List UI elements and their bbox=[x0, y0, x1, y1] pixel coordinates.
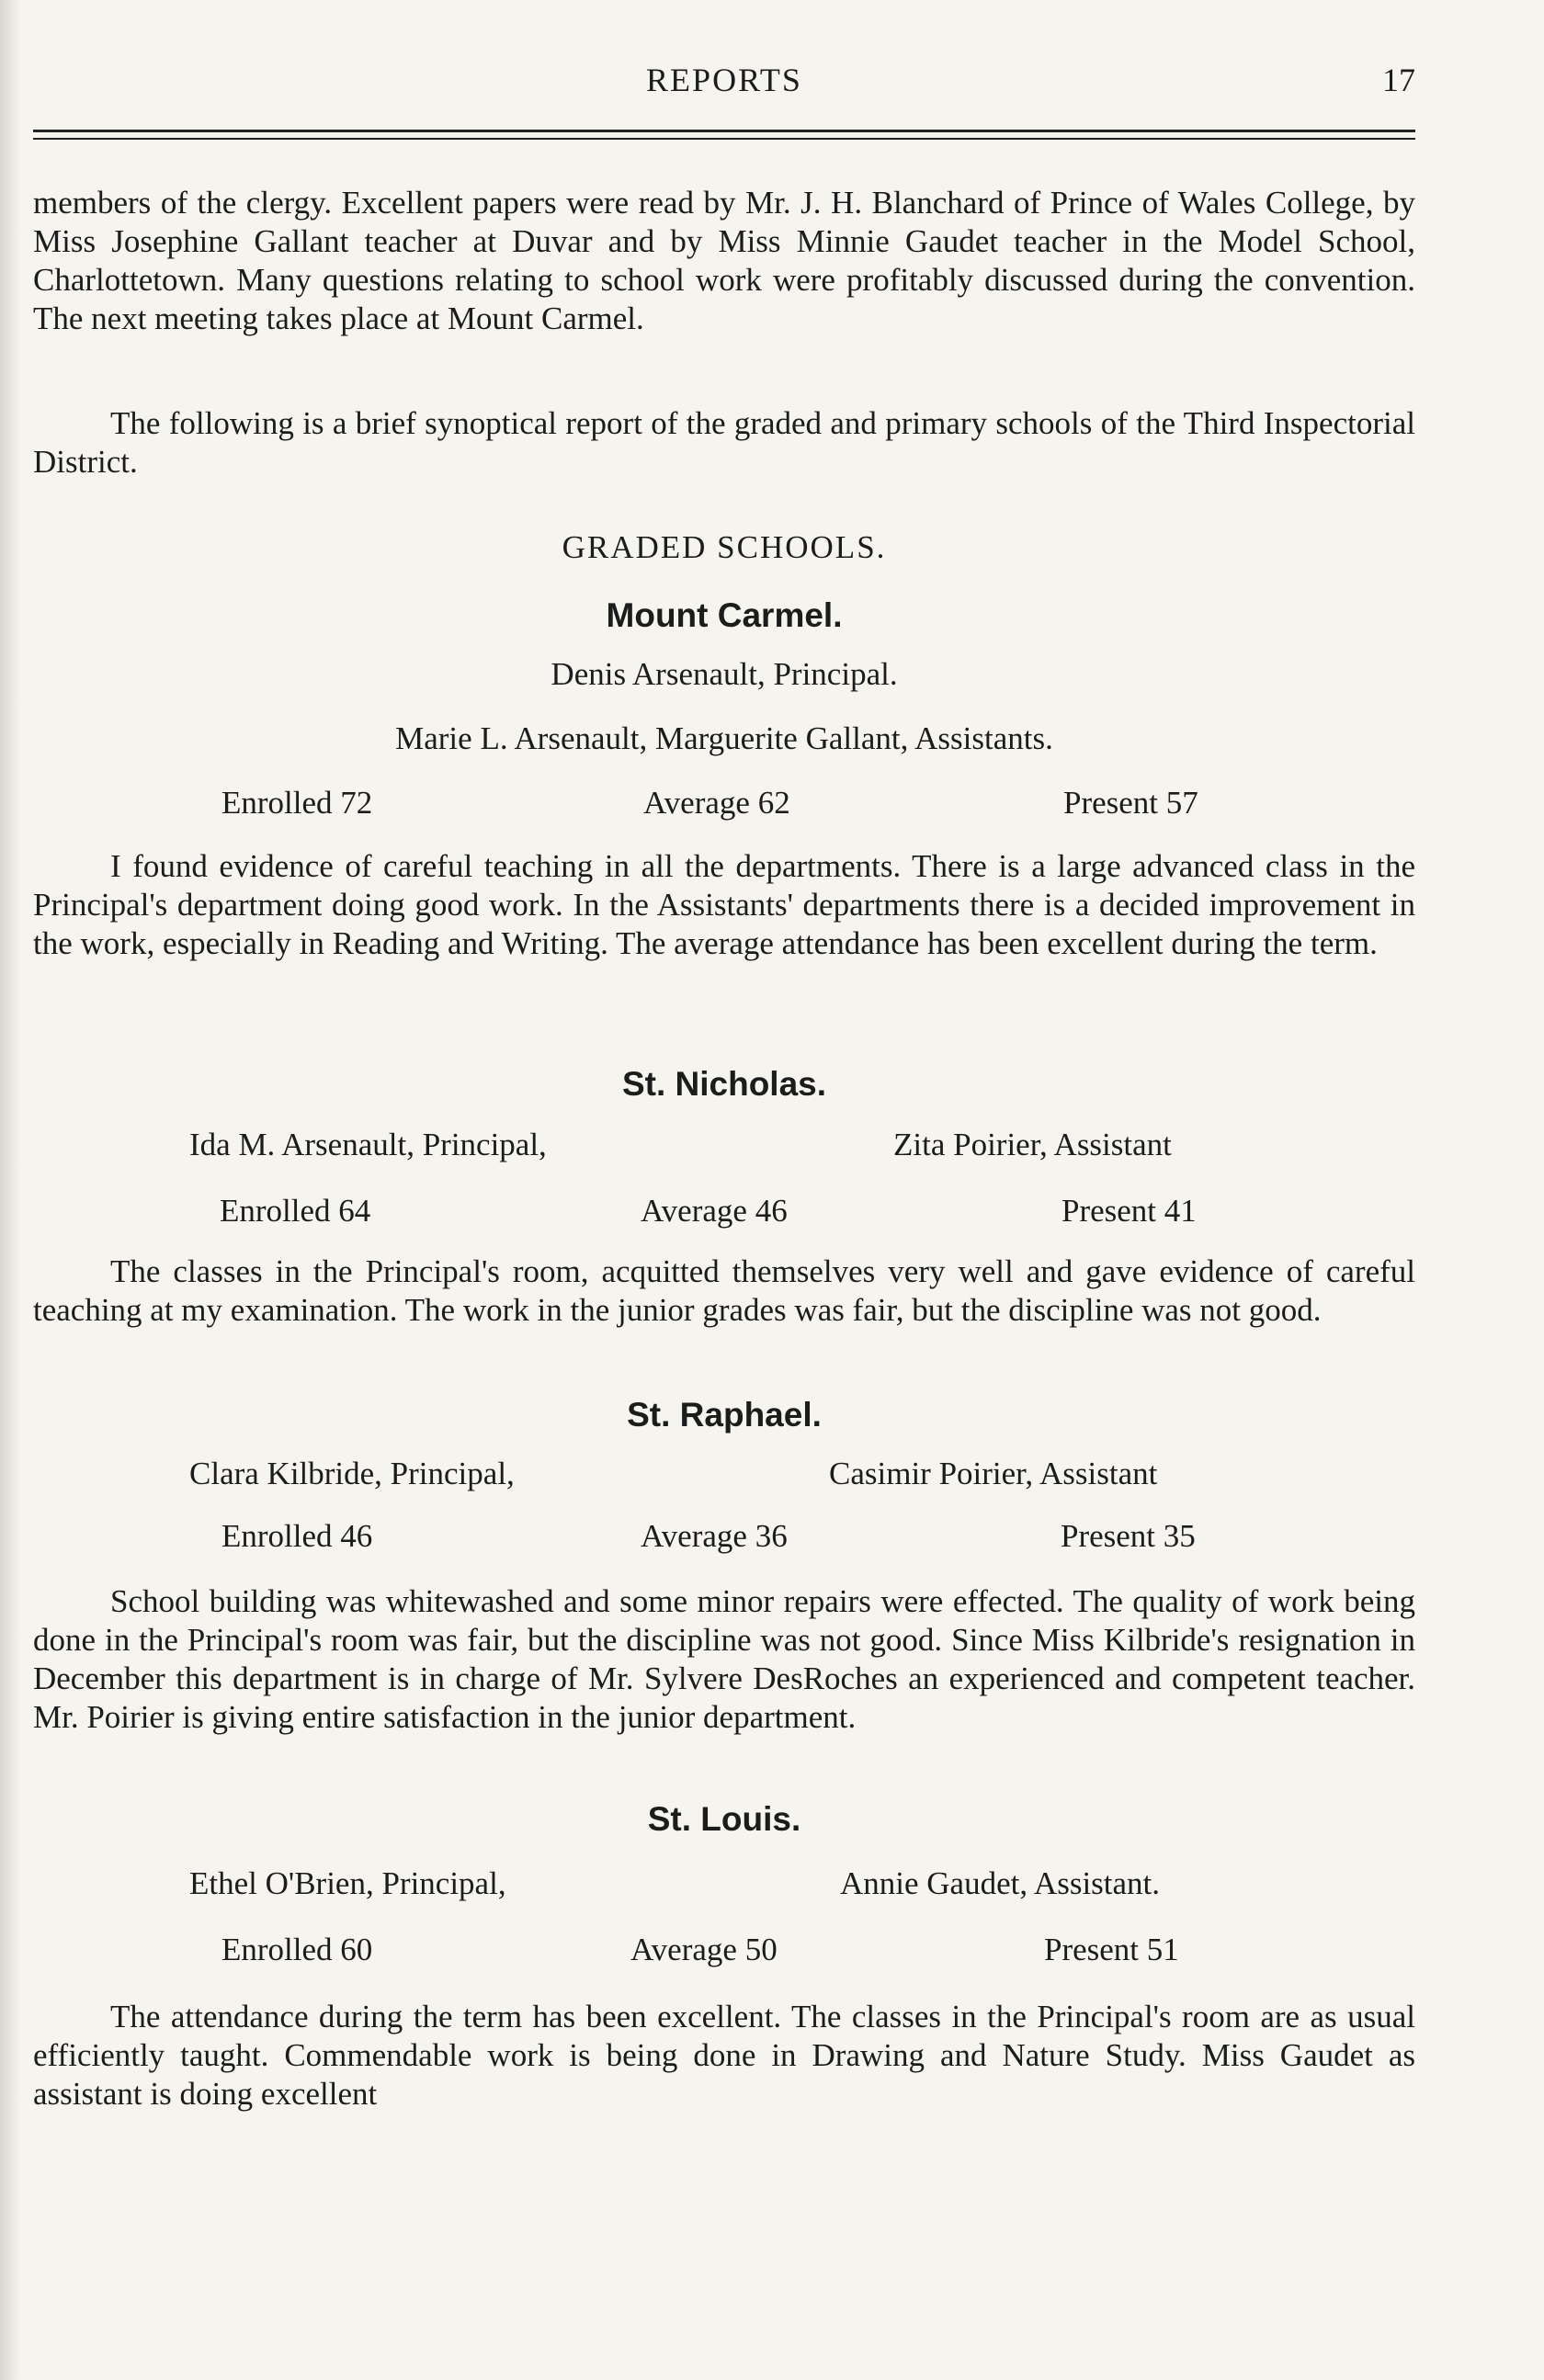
principal-line: Ethel O'Brien, Principal, bbox=[189, 1865, 506, 1901]
enrolled-stat: Enrolled 64 bbox=[220, 1193, 371, 1229]
school-report-block bbox=[33, 847, 1415, 963]
school-report-block bbox=[33, 1582, 1415, 1737]
principal-line: Clara Kilbride, Principal, bbox=[189, 1456, 515, 1491]
average-stat: Average 36 bbox=[641, 1518, 788, 1554]
school-report: The attendance during the term has been excellent. The classes in the Principal's room are as usual efficiently taught. Commendable work is being done in Drawing and Nature Study. Miss Gaudet as assistant is doing excellent bbox=[33, 1999, 1415, 2112]
enrolled-stat: Enrolled 72 bbox=[221, 785, 373, 821]
present-stat: Present 41 bbox=[1062, 1193, 1197, 1229]
document-page bbox=[33, 0, 1415, 2380]
school-name: St. Louis. bbox=[647, 1800, 801, 1838]
running-header bbox=[33, 57, 1415, 103]
header-rule-bottom bbox=[33, 138, 1415, 140]
intro-paragraph-2-block bbox=[33, 404, 1415, 482]
page-number: 17 bbox=[1382, 62, 1415, 98]
enrolled-stat: Enrolled 46 bbox=[221, 1518, 373, 1554]
school-name: Mount Carmel. bbox=[606, 596, 843, 634]
principal-line: Ida M. Arsenault, Principal, bbox=[189, 1127, 547, 1162]
school-name: St. Nicholas. bbox=[621, 1065, 827, 1103]
school-name: St. Raphael. bbox=[627, 1396, 822, 1434]
intro-paragraph: The following is a brief synoptical report of the graded and primary schools of the Third Inspectorial District. bbox=[33, 405, 1415, 480]
average-stat: Average 62 bbox=[643, 785, 790, 821]
assistant-line: Annie Gaudet, Assistant. bbox=[840, 1865, 1161, 1901]
present-stat: Present 35 bbox=[1061, 1518, 1196, 1554]
average-stat: Average 46 bbox=[641, 1193, 788, 1229]
running-title: REPORTS bbox=[646, 62, 802, 98]
school-report: The classes in the Principal's room, acquitted themselves very well and gave evidence of careful teaching at my examination. The work in the junior grades was fair, but the discipline was not good. bbox=[33, 1253, 1415, 1328]
school-report: School building was whitewashed and some minor repairs were effected. The quality of work being done in the Principal's room was fair, but the discipline was not good. Since Miss Kilbride's resignation in December this department is in charge of Mr. Sylvere DesRoches an experienced and competent teacher. Mr. Poirier is giving entire satisfaction in the junior department. bbox=[33, 1583, 1415, 1735]
intro-paragraph-1-block bbox=[33, 184, 1415, 338]
assistant-line: Zita Poirier, Assistant bbox=[893, 1127, 1172, 1162]
school-report-block bbox=[33, 1998, 1415, 2114]
average-stat: Average 50 bbox=[630, 1932, 778, 1967]
school-report: I found evidence of careful teaching in all the departments. There is a large advanced class in the Principal's department doing good work. In the Assistants' departments there is a decided improvement in the work, especially in Reading and Writing. The average attendance has been excellent during the term. bbox=[33, 848, 1415, 961]
intro-paragraph: members of the clergy. Excellent papers were read by Mr. J. H. Blanchard of Prince of Wales College, by Miss Josephine Gallant teacher at Duvar and by Miss Minnie Gaudet teacher in the Model School, Charlottetown. Many questions relating to school work were profitably discussed during the convention. The next meeting takes place at Mount Carmel. bbox=[33, 185, 1415, 336]
assistant-line: Casimir Poirier, Assistant bbox=[829, 1456, 1158, 1491]
present-stat: Present 57 bbox=[1063, 785, 1198, 821]
principal-line: Denis Arsenault, Principal. bbox=[551, 656, 898, 692]
school-report-block bbox=[33, 1252, 1415, 1330]
section-title: GRADED SCHOOLS. bbox=[562, 529, 887, 565]
header-rule-top bbox=[33, 130, 1415, 132]
assistants-line: Marie L. Arsenault, Marguerite Gallant, Assistants. bbox=[395, 720, 1053, 756]
page-edge-shadow bbox=[0, 0, 20, 2380]
present-stat: Present 51 bbox=[1044, 1932, 1179, 1967]
enrolled-stat: Enrolled 60 bbox=[221, 1932, 373, 1967]
